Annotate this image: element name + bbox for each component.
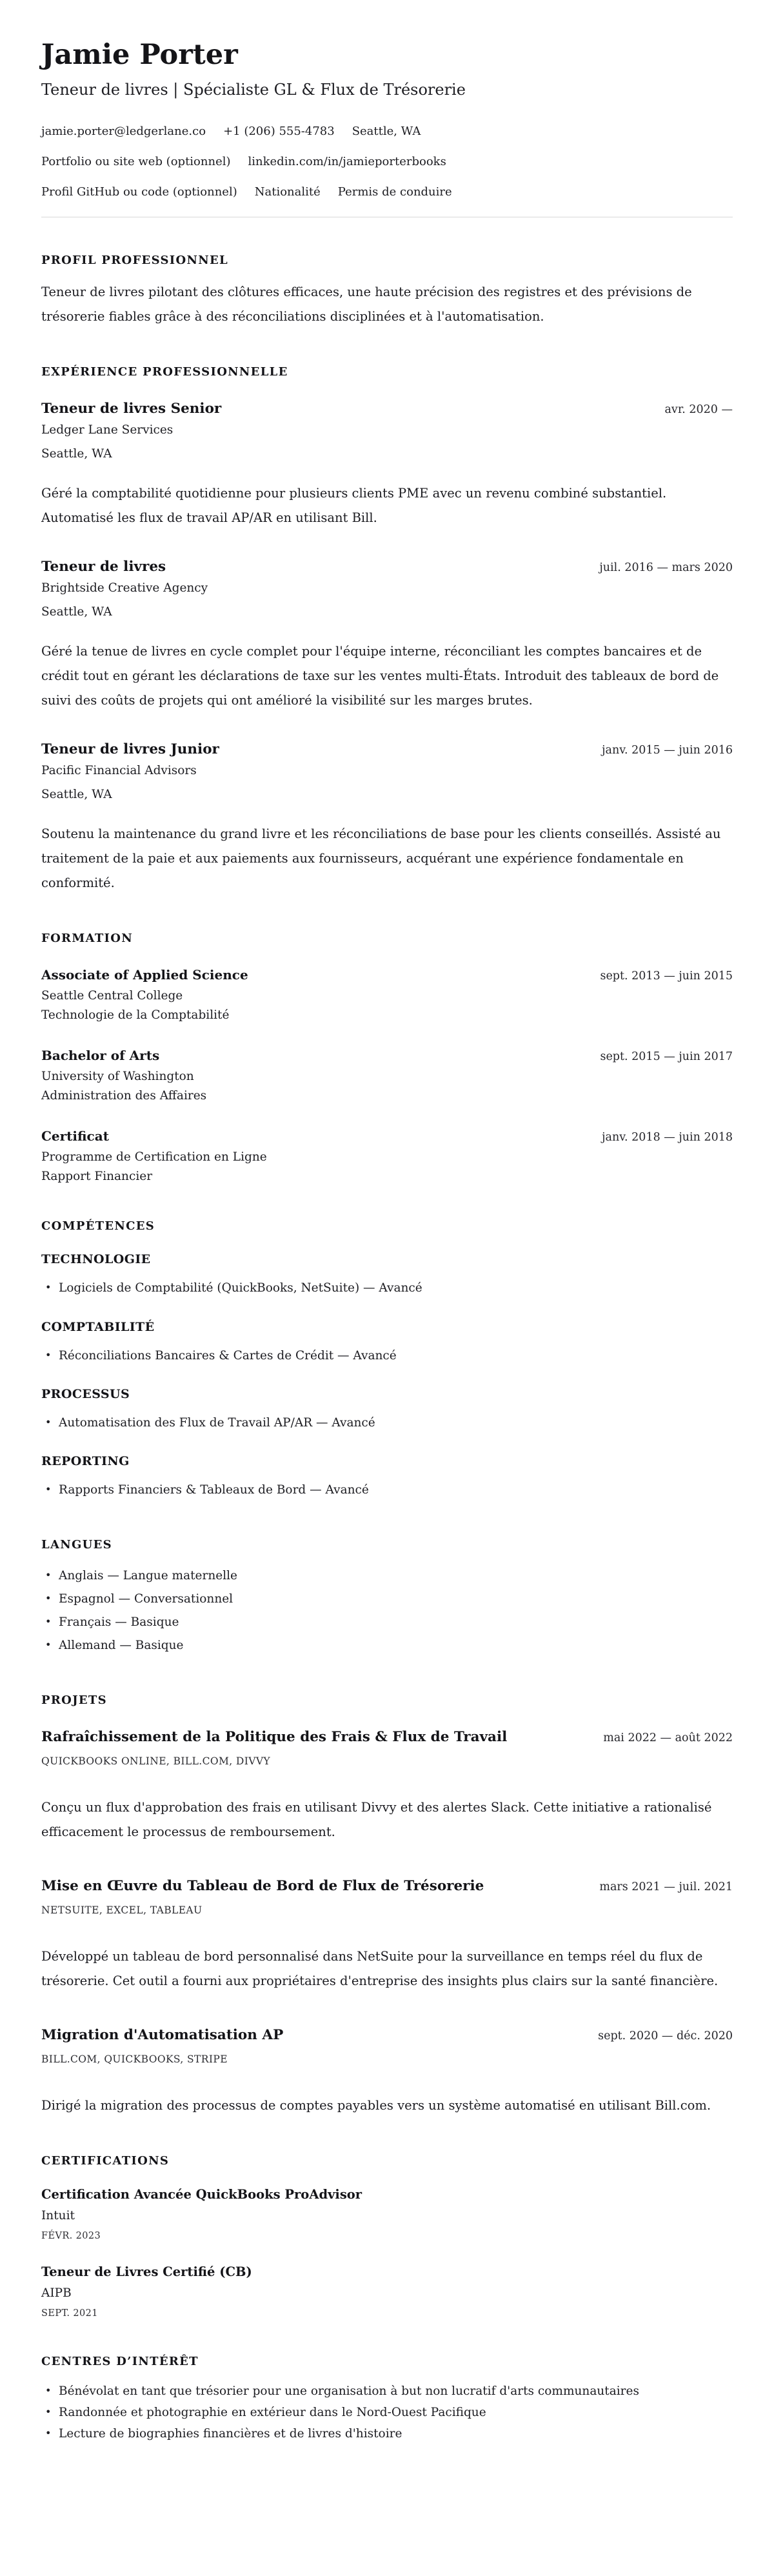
skill-item: • Rapports Financiers & Tableaux de Bord — Avancé bbox=[41, 1479, 733, 1502]
job-title: Teneur de livres Senior bbox=[41, 401, 222, 417]
certification-date: SEPT. 2021 bbox=[41, 2308, 98, 2319]
education-entry-head bbox=[41, 1048, 733, 1063]
project-tools: BILL.COM, QUICKBOOKS, STRIPE bbox=[41, 2053, 228, 2066]
job-location: Seattle, WA bbox=[41, 788, 112, 802]
education-dates: sept. 2013 — juin 2015 bbox=[600, 970, 733, 983]
skill-group bbox=[41, 1252, 733, 1300]
education-dates: janv. 2018 — juin 2018 bbox=[602, 1131, 733, 1144]
job-location: Seattle, WA bbox=[41, 447, 112, 461]
job-company: Brightside Creative Agency bbox=[41, 581, 208, 595]
section-experience bbox=[41, 365, 733, 895]
candidate-title: Teneur de livres | Spécialiste GL & Flux de Trésorerie bbox=[41, 81, 466, 99]
language-item: • Anglais — Langue maternelle bbox=[41, 1564, 733, 1588]
contact-email: jamie.porter@ledgerlane.co bbox=[41, 125, 206, 139]
skill-item: • Logiciels de Comptabilité (QuickBooks, NetSuite) — Avancé bbox=[41, 1277, 733, 1300]
project-title: Mise en Œuvre du Tableau de Bord de Flux de Trésorerie bbox=[41, 1877, 484, 1894]
job-company: Ledger Lane Services bbox=[41, 423, 174, 437]
skill-item: • Automatisation des Flux de Travail AP/AR — Avancé bbox=[41, 1412, 733, 1435]
interest-item: • Lecture de biographies financières et de livres d'histoire bbox=[41, 2424, 733, 2445]
job-dates: avr. 2020 — bbox=[664, 403, 733, 417]
skills-heading: COMPÉTENCES bbox=[41, 1219, 155, 1233]
job-location: Seattle, WA bbox=[41, 605, 112, 619]
job-entry bbox=[41, 741, 733, 895]
project-entry bbox=[41, 2027, 733, 2118]
project-tools: QUICKBOOKS ONLINE, BILL.COM, DIVVY bbox=[41, 1755, 271, 1767]
certification-entry bbox=[41, 2187, 733, 2241]
language-item: • Français — Basique bbox=[41, 1611, 733, 1634]
contact-location: Seattle, WA bbox=[352, 125, 421, 139]
job-entry bbox=[41, 401, 733, 530]
project-entry bbox=[41, 1878, 733, 1993]
skill-list bbox=[41, 1344, 733, 1368]
interest-item: • Bénévolat en tant que trésorier pour une organisation à but non lucratif d'arts communautaires bbox=[41, 2381, 733, 2402]
education-entry-head bbox=[41, 1128, 733, 1144]
skill-item: • Réconciliations Bancaires & Cartes de Crédit — Avancé bbox=[41, 1344, 733, 1368]
project-entry-head bbox=[41, 1729, 733, 1745]
project-entry bbox=[41, 1729, 733, 1844]
skill-category: PROCESSUS bbox=[41, 1386, 130, 1401]
project-tools: NETSUITE, EXCEL, TABLEAU bbox=[41, 1904, 203, 1916]
contact-nationality: Nationalité bbox=[254, 185, 321, 199]
project-title: Rafraîchissement de la Politique des Frais & Flux de Travail bbox=[41, 1728, 508, 1745]
experience-heading: EXPÉRIENCE PROFESSIONNELLE bbox=[41, 365, 288, 379]
job-description: Soutenu la maintenance du grand livre et les réconciliations de base pour les clients conseillés. Assisté au traitement de la paie et aux paiements aux fournisseurs, acquérant une expérience fondamentale en conformité. bbox=[41, 826, 721, 891]
section-skills bbox=[41, 1219, 733, 1501]
certification-name: Certification Avancée QuickBooks ProAdvisor bbox=[41, 2187, 362, 2202]
languages-heading: LANGUES bbox=[41, 1537, 112, 1552]
contact-block bbox=[41, 126, 733, 198]
project-description: Conçu un flux d'approbation des frais en utilisant Divvy et des alertes Slack. Cette initiative a rationalisé efficacement le processus de remboursement. bbox=[41, 1799, 712, 1839]
contact-row-2 bbox=[41, 156, 733, 168]
contact-row-1 bbox=[41, 126, 733, 137]
education-entry bbox=[41, 967, 733, 1022]
section-interests bbox=[41, 2355, 733, 2445]
job-title: Teneur de livres Junior bbox=[41, 741, 219, 758]
language-item: • Allemand — Basique bbox=[41, 1634, 733, 1657]
job-entry-head bbox=[41, 401, 733, 417]
job-entry bbox=[41, 559, 733, 713]
language-list bbox=[41, 1564, 733, 1657]
job-description: Géré la comptabilité quotidienne pour plusieurs clients PME avec un revenu combiné substantiel. Automatisé les flux de travail AP/AR en utilisant Bill. bbox=[41, 486, 667, 526]
candidate-name: Jamie Porter bbox=[41, 39, 238, 71]
project-entry-head bbox=[41, 2027, 733, 2043]
certification-issuer: AIPB bbox=[41, 2286, 72, 2301]
project-description: Développé un tableau de bord personnalisé dans NetSuite pour la surveillance en temps réel du flux de trésorerie. Cet outil a fourni aux propriétaires d'entreprise des insights plus clairs sur la santé financière. bbox=[41, 1948, 719, 1988]
section-languages bbox=[41, 1538, 733, 1657]
project-description: Dirigé la migration des processus de comptes payables vers un système automatisé en utilisant Bill.com. bbox=[41, 2098, 711, 2113]
education-entry bbox=[41, 1048, 733, 1103]
contact-github: Profil GitHub ou code (optionnel) bbox=[41, 185, 237, 199]
skill-group bbox=[41, 1320, 733, 1368]
contact-linkedin: linkedin.com/in/jamieporterbooks bbox=[248, 155, 446, 169]
education-field: Administration des Affaires bbox=[41, 1089, 207, 1103]
contact-portfolio: Portfolio ou site web (optionnel) bbox=[41, 155, 231, 169]
job-entry-head bbox=[41, 741, 733, 757]
skill-list bbox=[41, 1479, 733, 1502]
certification-entry bbox=[41, 2264, 733, 2319]
education-school: University of Washington bbox=[41, 1070, 194, 1084]
project-dates: sept. 2020 — déc. 2020 bbox=[598, 2030, 733, 2043]
job-entry-head bbox=[41, 559, 733, 575]
interest-list bbox=[41, 2381, 733, 2445]
education-entry bbox=[41, 1128, 733, 1183]
skill-category: REPORTING bbox=[41, 1453, 130, 1468]
section-education bbox=[41, 932, 733, 1183]
education-degree: Associate of Applied Science bbox=[41, 967, 248, 983]
project-entry-head bbox=[41, 1878, 733, 1894]
project-title: Migration d'Automatisation AP bbox=[41, 2027, 284, 2044]
job-description: Géré la tenue de livres en cycle complet pour l'équipe interne, réconciliant les comptes bancaires et de crédit tout en gérant les déclarations de taxe sur les ventes multi-États. Introduit des tableaux de bord de suivi des coûts de projets qui ont amélioré la visibilité sur les marges brutes. bbox=[41, 644, 719, 708]
skill-category: TECHNOLOGIE bbox=[41, 1252, 151, 1267]
education-degree: Certificat bbox=[41, 1128, 109, 1144]
skill-list bbox=[41, 1412, 733, 1435]
job-company: Pacific Financial Advisors bbox=[41, 764, 197, 778]
certification-date: FÉVR. 2023 bbox=[41, 2231, 101, 2242]
resume-page bbox=[41, 0, 733, 2497]
education-degree: Bachelor of Arts bbox=[41, 1048, 160, 1064]
projects-heading: PROJETS bbox=[41, 1693, 107, 1707]
education-field: Technologie de la Comptabilité bbox=[41, 1008, 230, 1023]
certification-name: Teneur de Livres Certifié (CB) bbox=[41, 2264, 252, 2280]
section-profile bbox=[41, 254, 733, 329]
interest-item: • Randonnée et photographie en extérieur dans le Nord-Ouest Pacifique bbox=[41, 2402, 733, 2424]
section-projects bbox=[41, 1693, 733, 2118]
education-heading: FORMATION bbox=[41, 932, 133, 946]
contact-row-3 bbox=[41, 186, 733, 198]
education-school: Seattle Central College bbox=[41, 989, 183, 1003]
project-dates: mai 2022 — août 2022 bbox=[603, 1731, 733, 1744]
education-field: Rapport Financier bbox=[41, 1170, 153, 1184]
section-certifications bbox=[41, 2154, 733, 2319]
job-title: Teneur de livres bbox=[41, 559, 166, 575]
certification-issuer: Intuit bbox=[41, 2209, 75, 2223]
skill-group bbox=[41, 1454, 733, 1502]
contact-driving-license: Permis de conduire bbox=[337, 185, 452, 199]
job-dates: janv. 2015 — juin 2016 bbox=[602, 744, 733, 757]
education-entry-head bbox=[41, 967, 733, 983]
profile-heading: PROFIL PROFESSIONNEL bbox=[41, 254, 228, 268]
skill-category: COMPTABILITÉ bbox=[41, 1319, 155, 1334]
project-dates: mars 2021 — juil. 2021 bbox=[599, 1880, 733, 1893]
contact-phone: +1 (206) 555-4783 bbox=[223, 125, 335, 139]
skill-list bbox=[41, 1277, 733, 1300]
certifications-heading: CERTIFICATIONS bbox=[41, 2154, 170, 2168]
job-dates: juil. 2016 — mars 2020 bbox=[599, 561, 733, 575]
resume-header bbox=[41, 40, 733, 217]
education-school: Programme de Certification en Ligne bbox=[41, 1150, 267, 1164]
interests-heading: CENTRES D’INTÉRÊT bbox=[41, 2355, 199, 2369]
education-dates: sept. 2015 — juin 2017 bbox=[600, 1050, 733, 1064]
profile-text: Teneur de livres pilotant des clôtures efficaces, une haute précision des registres et des prévisions de trésorerie fiables grâce à des réconciliations disciplinées et à l'automatisation. bbox=[41, 285, 692, 324]
skill-group bbox=[41, 1387, 733, 1435]
language-item: • Espagnol — Conversationnel bbox=[41, 1588, 733, 1611]
